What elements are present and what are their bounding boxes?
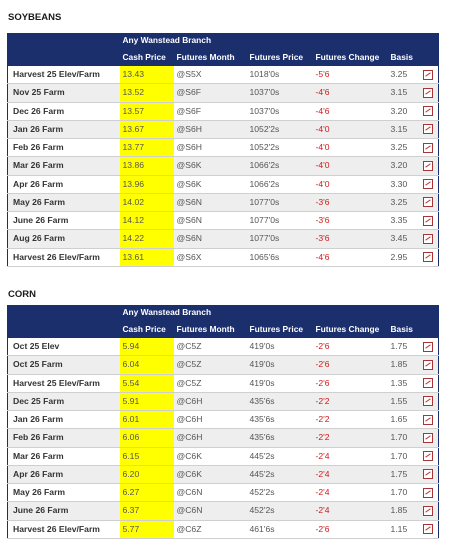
futures-price-cell: 1066'2s (247, 175, 313, 193)
row-location-name: Aug 26 Farm (8, 230, 120, 248)
col-cash-price[interactable]: Cash Price (120, 320, 174, 338)
chart-icon[interactable] (423, 161, 433, 171)
table-row (8, 212, 439, 230)
row-location-name: Mar 26 Farm (8, 157, 120, 175)
futures-change-cell: -3'6 (313, 193, 388, 211)
chart-link-cell[interactable] (418, 411, 439, 429)
futures-month-cell: @C6N (174, 484, 247, 502)
chart-icon[interactable] (423, 124, 433, 134)
futures-change-cell: -2'4 (313, 447, 388, 465)
cash-price-cell: 6.15 (120, 447, 174, 465)
table-row (8, 447, 439, 465)
cash-price-cell: 13.43 (120, 66, 174, 84)
futures-month-cell: @S6F (174, 102, 247, 120)
futures-change-cell: -4'6 (313, 84, 388, 102)
futures-change-cell: -2'4 (313, 484, 388, 502)
col-basis[interactable]: Basis (388, 48, 418, 66)
row-location-name: Feb 26 Farm (8, 429, 120, 447)
table-row (8, 429, 439, 447)
futures-change-cell: -4'6 (313, 248, 388, 266)
col-cash-price[interactable]: Cash Price (120, 48, 174, 66)
futures-change-cell: -2'6 (313, 338, 388, 356)
table-row (8, 520, 439, 538)
futures-month-cell: @S6F (174, 84, 247, 102)
futures-change-cell: -4'0 (313, 175, 388, 193)
cash-price-cell: 6.20 (120, 465, 174, 483)
basis-cell: 3.25 (388, 66, 418, 84)
basis-cell: 3.25 (388, 139, 418, 157)
chart-link-cell[interactable] (418, 157, 439, 175)
chart-icon[interactable] (423, 197, 433, 207)
chart-icon[interactable] (423, 216, 433, 226)
chart-icon[interactable] (423, 143, 433, 153)
chart-link-cell[interactable] (418, 356, 439, 374)
basis-cell: 1.15 (388, 520, 418, 538)
chart-link-cell[interactable] (418, 374, 439, 392)
basis-cell: 3.15 (388, 84, 418, 102)
futures-price-cell: 435'6s (247, 429, 313, 447)
row-location-name: May 26 Farm (8, 484, 120, 502)
futures-change-cell: -3'6 (313, 230, 388, 248)
chart-link-cell[interactable] (418, 502, 439, 520)
chart-link-cell[interactable] (418, 484, 439, 502)
basis-cell: 3.20 (388, 157, 418, 175)
chart-link-cell[interactable] (418, 447, 439, 465)
row-location-name: Jan 26 Farm (8, 120, 120, 138)
chart-icon[interactable] (423, 451, 433, 461)
chart-link-cell[interactable] (418, 212, 439, 230)
futures-price-cell: 445'2s (247, 447, 313, 465)
futures-month-cell: @S6X (174, 248, 247, 266)
basis-cell: 1.70 (388, 429, 418, 447)
futures-price-cell: 1077'0s (247, 193, 313, 211)
cash-price-cell: 6.27 (120, 484, 174, 502)
futures-change-cell: -4'0 (313, 157, 388, 175)
row-location-name: Harvest 26 Elev/Farm (8, 520, 120, 538)
futures-price-cell: 1018'0s (247, 66, 313, 84)
row-location-name: June 26 Farm (8, 212, 120, 230)
futures-change-cell: -4'0 (313, 139, 388, 157)
futures-month-cell: @C6H (174, 429, 247, 447)
row-location-name: Mar 26 Farm (8, 447, 120, 465)
futures-month-cell: @C6H (174, 411, 247, 429)
table-row (8, 392, 439, 410)
futures-price-cell: 435'6s (247, 392, 313, 410)
row-location-name: Jan 26 Farm (8, 411, 120, 429)
futures-price-cell: 452'2s (247, 484, 313, 502)
futures-price-cell: 419'0s (247, 338, 313, 356)
col-futures-price[interactable]: Futures Price (247, 48, 313, 66)
row-location-name: May 26 Farm (8, 193, 120, 211)
futures-month-cell: @C6K (174, 447, 247, 465)
chart-icon[interactable] (423, 396, 433, 406)
cash-price-cell: 6.04 (120, 356, 174, 374)
cash-price-cell: 13.61 (120, 248, 174, 266)
corn-bids-table (7, 305, 439, 539)
futures-month-cell: @C6K (174, 465, 247, 483)
table-row (8, 120, 439, 138)
futures-price-cell: 1065'6s (247, 248, 313, 266)
row-location-name: Apr 26 Farm (8, 465, 120, 483)
cash-price-cell: 13.86 (120, 157, 174, 175)
chart-link-cell[interactable] (418, 338, 439, 356)
table-row (8, 484, 439, 502)
table-row (8, 248, 439, 266)
futures-price-cell: 1077'0s (247, 230, 313, 248)
corn-section-title: CORN (8, 289, 36, 300)
chart-icon[interactable] (423, 378, 433, 388)
chart-link-cell[interactable] (418, 429, 439, 447)
basis-cell: 1.35 (388, 374, 418, 392)
chart-icon[interactable] (423, 70, 433, 80)
futures-change-cell: -2'4 (313, 502, 388, 520)
cash-price-cell: 13.77 (120, 139, 174, 157)
futures-month-cell: @C6N (174, 502, 247, 520)
cash-price-cell: 5.94 (120, 338, 174, 356)
basis-cell: 1.75 (388, 338, 418, 356)
chart-link-cell[interactable] (418, 465, 439, 483)
col-basis[interactable]: Basis (388, 320, 418, 338)
table-row (8, 465, 439, 483)
row-location-name: Apr 26 Farm (8, 175, 120, 193)
branch-name: Any Wanstead Branch (120, 33, 439, 48)
chart-icon[interactable] (423, 524, 433, 534)
row-location-name: Nov 25 Farm (8, 84, 120, 102)
row-location-name: Oct 25 Farm (8, 356, 120, 374)
basis-cell: 3.45 (388, 230, 418, 248)
row-location-name: June 26 Farm (8, 502, 120, 520)
chart-link-cell[interactable] (418, 248, 439, 266)
table-row (8, 374, 439, 392)
cash-price-cell: 5.54 (120, 374, 174, 392)
futures-price-cell: 1077'0s (247, 212, 313, 230)
futures-month-cell: @S6N (174, 193, 247, 211)
cash-price-cell: 13.52 (120, 84, 174, 102)
col-futures-change[interactable]: Futures Change (313, 320, 388, 338)
cash-price-cell: 6.06 (120, 429, 174, 447)
futures-change-cell: -3'6 (313, 212, 388, 230)
basis-cell: 3.35 (388, 212, 418, 230)
col-futures-price[interactable]: Futures Price (247, 320, 313, 338)
futures-month-cell: @S6H (174, 120, 247, 138)
row-location-name: Oct 25 Elev (8, 338, 120, 356)
futures-change-cell: -4'0 (313, 120, 388, 138)
futures-change-cell: -2'2 (313, 392, 388, 410)
futures-change-cell: -2'4 (313, 465, 388, 483)
chart-icon[interactable] (423, 88, 433, 98)
chart-icon[interactable] (423, 488, 433, 498)
futures-price-cell: 435'6s (247, 411, 313, 429)
corn-branch-header (8, 305, 439, 320)
chart-link-cell[interactable] (418, 193, 439, 211)
chart-link-cell[interactable] (418, 66, 439, 84)
futures-month-cell: @C5Z (174, 374, 247, 392)
table-row (8, 411, 439, 429)
futures-month-cell: @S5X (174, 66, 247, 84)
basis-cell: 3.20 (388, 102, 418, 120)
chart-icon[interactable] (423, 360, 433, 370)
cash-price-cell: 6.37 (120, 502, 174, 520)
cash-price-cell: 14.02 (120, 193, 174, 211)
chart-icon[interactable] (423, 415, 433, 425)
basis-cell: 1.85 (388, 356, 418, 374)
futures-month-cell: @C5Z (174, 338, 247, 356)
table-row (8, 175, 439, 193)
chart-link-cell[interactable] (418, 230, 439, 248)
cash-price-cell: 13.96 (120, 175, 174, 193)
futures-month-cell: @C6Z (174, 520, 247, 538)
futures-change-cell: -2'2 (313, 429, 388, 447)
table-row (8, 338, 439, 356)
corn-column-headers (8, 320, 439, 338)
basis-cell: 1.70 (388, 447, 418, 465)
futures-price-cell: 1052'2s (247, 139, 313, 157)
table-row (8, 157, 439, 175)
col-futures-change[interactable]: Futures Change (313, 48, 388, 66)
basis-cell: 1.85 (388, 502, 418, 520)
cash-price-cell: 6.01 (120, 411, 174, 429)
cash-price-cell: 5.91 (120, 392, 174, 410)
chart-link-cell[interactable] (418, 139, 439, 157)
futures-price-cell: 1037'0s (247, 84, 313, 102)
basis-cell: 3.25 (388, 193, 418, 211)
basis-cell: 1.65 (388, 411, 418, 429)
basis-cell: 3.30 (388, 175, 418, 193)
futures-month-cell: @S6H (174, 139, 247, 157)
futures-change-cell: -4'6 (313, 102, 388, 120)
futures-change-cell: -5'6 (313, 66, 388, 84)
futures-month-cell: @C6H (174, 392, 247, 410)
row-location-name: Harvest 25 Elev/Farm (8, 374, 120, 392)
soybeans-bids-table (7, 33, 439, 267)
futures-change-cell: -2'6 (313, 520, 388, 538)
futures-price-cell: 1052'2s (247, 120, 313, 138)
table-row (8, 139, 439, 157)
row-location-name: Feb 26 Farm (8, 139, 120, 157)
futures-price-cell: 1037'0s (247, 102, 313, 120)
basis-cell: 2.95 (388, 248, 418, 266)
chart-icon[interactable] (423, 469, 433, 479)
chart-icon[interactable] (423, 433, 433, 443)
futures-month-cell: @C5Z (174, 356, 247, 374)
chart-link-cell[interactable] (418, 175, 439, 193)
chart-icon[interactable] (423, 234, 433, 244)
futures-price-cell: 461'6s (247, 520, 313, 538)
soybeans-branch-header (8, 33, 439, 48)
futures-price-cell: 445'2s (247, 465, 313, 483)
chart-icon[interactable] (423, 252, 433, 262)
futures-change-cell: -2'2 (313, 411, 388, 429)
basis-cell: 1.55 (388, 392, 418, 410)
row-location-name: Harvest 26 Elev/Farm (8, 248, 120, 266)
basis-cell: 3.15 (388, 120, 418, 138)
row-location-name: Dec 25 Farm (8, 392, 120, 410)
chart-icon[interactable] (423, 506, 433, 516)
chart-link-cell[interactable] (418, 520, 439, 538)
branch-name: Any Wanstead Branch (120, 305, 439, 320)
cash-price-cell: 14.22 (120, 230, 174, 248)
cash-price-cell: 13.67 (120, 120, 174, 138)
table-row (8, 502, 439, 520)
chart-icon[interactable] (423, 179, 433, 189)
futures-month-cell: @S6K (174, 157, 247, 175)
basis-cell: 1.75 (388, 465, 418, 483)
futures-price-cell: 1066'2s (247, 157, 313, 175)
basis-cell: 1.70 (388, 484, 418, 502)
chart-link-cell[interactable] (418, 120, 439, 138)
table-row (8, 66, 439, 84)
chart-link-cell[interactable] (418, 392, 439, 410)
soybeans-section-title: SOYBEANS (8, 12, 62, 23)
col-futures-month[interactable]: Futures Month (174, 48, 247, 66)
cash-price-cell: 14.12 (120, 212, 174, 230)
futures-price-cell: 419'0s (247, 356, 313, 374)
futures-change-cell: -2'6 (313, 356, 388, 374)
futures-price-cell: 452'2s (247, 502, 313, 520)
futures-change-cell: -2'6 (313, 374, 388, 392)
chart-icon[interactable] (423, 342, 433, 352)
row-location-name: Dec 26 Farm (8, 102, 120, 120)
table-row (8, 193, 439, 211)
cash-price-cell: 13.57 (120, 102, 174, 120)
cash-price-cell: 5.77 (120, 520, 174, 538)
futures-month-cell: @S6N (174, 230, 247, 248)
soybeans-column-headers (8, 48, 439, 66)
table-row (8, 356, 439, 374)
futures-month-cell: @S6N (174, 212, 247, 230)
futures-price-cell: 419'0s (247, 374, 313, 392)
table-row (8, 230, 439, 248)
table-row (8, 84, 439, 102)
chart-link-cell[interactable] (418, 102, 439, 120)
table-row (8, 102, 439, 120)
col-futures-month[interactable]: Futures Month (174, 320, 247, 338)
futures-month-cell: @S6K (174, 175, 247, 193)
row-location-name: Harvest 25 Elev/Farm (8, 66, 120, 84)
chart-link-cell[interactable] (418, 84, 439, 102)
chart-icon[interactable] (423, 106, 433, 116)
